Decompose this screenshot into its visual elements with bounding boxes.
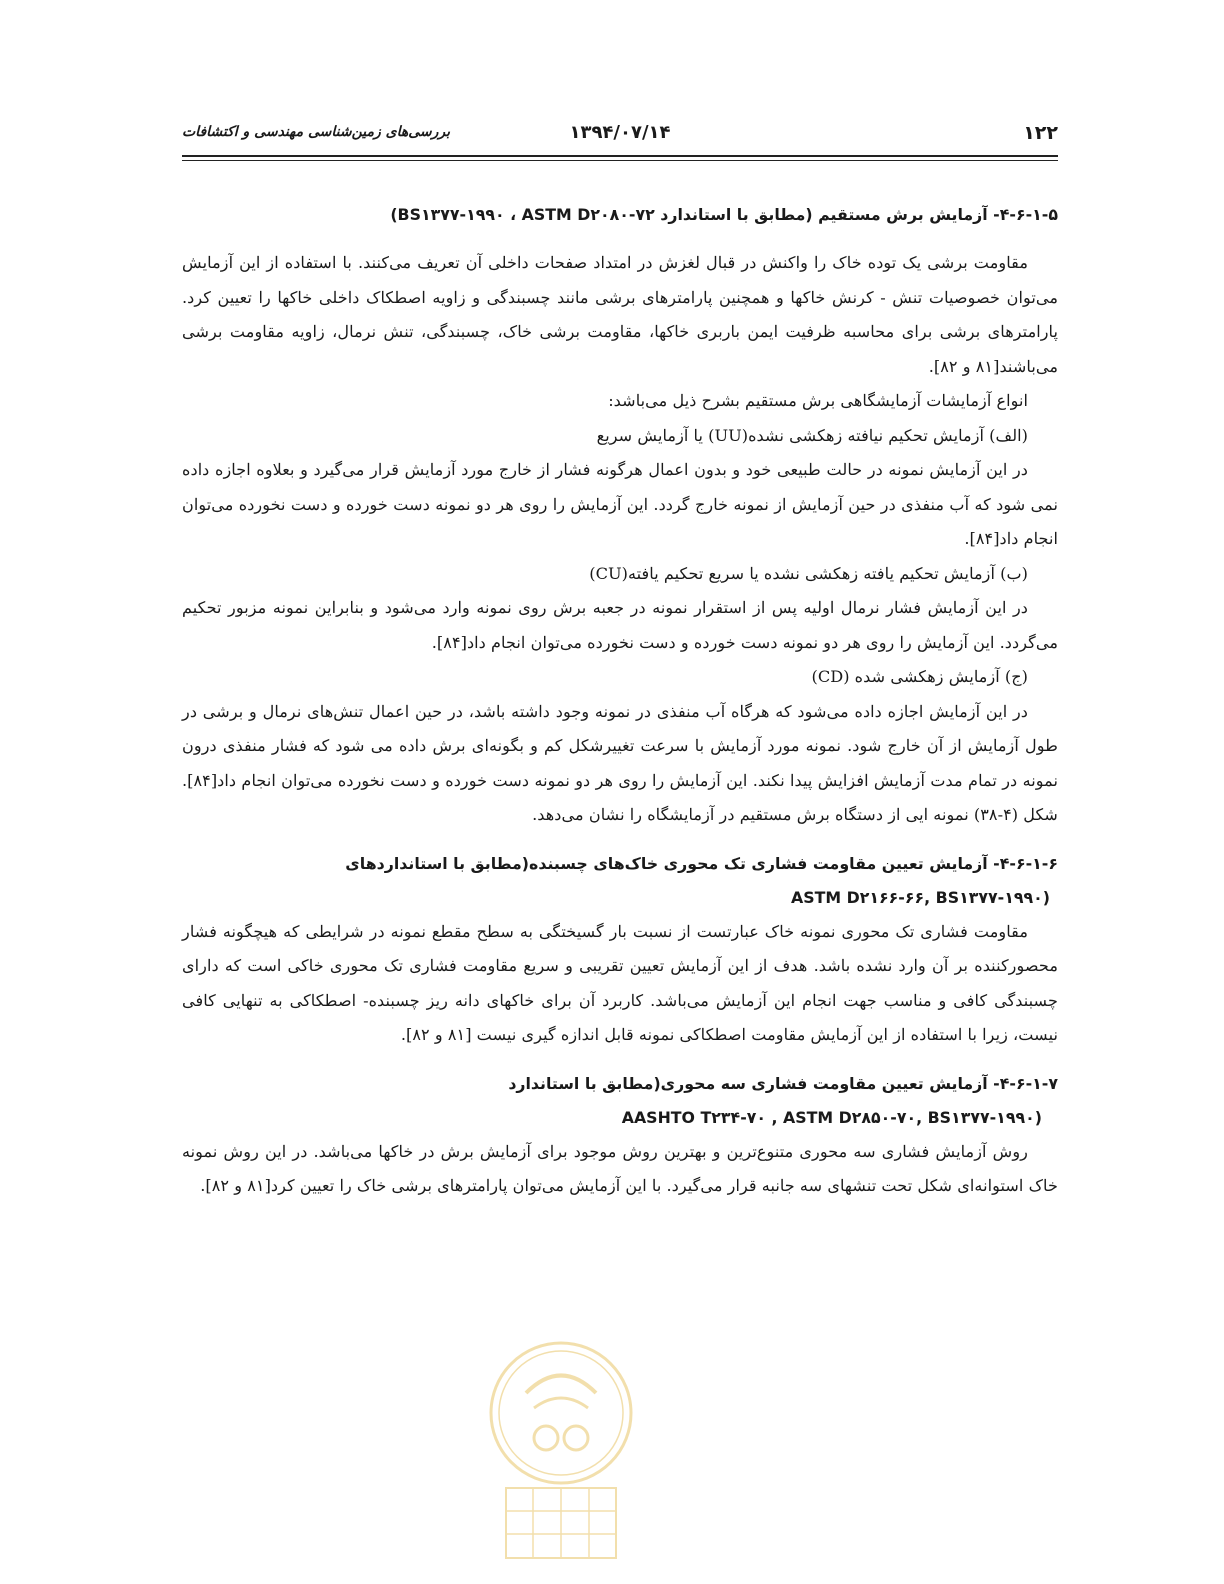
issue-date: ۱۳۹۴/۰۷/۱۴	[569, 122, 671, 143]
gear-icon	[534, 1426, 558, 1450]
watermark-logo	[486, 1338, 636, 1584]
list-item: (ب) آزمایش تحکیم یافته زهکشی نشده یا سریع تحکیم یافته(CU)	[589, 563, 1028, 583]
journal-title: بررسی‌های زمین‌شناسی مهندسی و اکتشافات	[182, 124, 451, 140]
paragraph: در این آزمایش فشار نرمال اولیه پس از استقرار نمونه در جعبه برش روی نمونه وارد می‌شود و بنابراین نمونه مزبور تحکیم می‌گردد. این آزمایش را روی هر دو نمونه دست خورده و دست نخورده می‌توان انجام داد[۸۴].	[182, 598, 1058, 652]
paragraph: در این آزمایش نمونه در حالت طبیعی خود و بدون اعمال هرگونه فشار از خارج مورد آزمایش قرار می‌گیرد و بعلاوه اجازه داده نمی شود که آب منفذی در حین آزمایش از نمونه خارج گردد. این آزمایش را روی هر دو نمونه دست خورده و دست نخورده می‌توان انجام داد[۸۴].	[182, 460, 1058, 548]
heading-line: (ASTM D۲۱۶۶-۶۶, BS۱۳۷۷-۱۹۹۰	[791, 887, 1050, 907]
paragraph: مقاومت برشی یک توده خاک را واکنش در قبال لغزش در امتداد صفحات داخلی آن تعریف می‌کنند. با استفاده از این آزمایش می‌توان خصوصیات تنش - کرنش خاکها و همچنین پارامترهای برشی مانند چسبندگی و زاویه اصطکاک داخلی خاکها را تعیین کرد. پارامترهای برشی برای محاسبه ظرفیت ایمن باربری خاکها، مقاومت برشی خاک، چسبندگی، تنش نرمال، زاویه مقاومت برشی می‌باشند[۸۱ و ۸۲].	[182, 253, 1058, 376]
paragraph: مقاومت فشاری تک محوری نمونه خاک عبارتست از نسبت بار گسیختگی به سطح مقطع نمونه در شرایطی که هیچگونه فشار محصورکننده بر آن وارد نشده باشد. هدف از این آزمایش تعیین تقریبی و سریع مقاومت فشاری تک محوری خاکی است که دارای چسبندگی کافی و مناسب جهت انجام این آزمایش می‌باشد. کاربرد آن برای خاکهای دانه ریز چسبنده- اصطکاکی به تنهایی کافی نیست، زیرا با استفاده از این آزمایش مقاومت اصطکاکی نمونه قابل اندازه گیری نیست [۸۱ و ۸۲].	[182, 921, 1058, 1044]
logo-script	[526, 1376, 596, 1394]
paragraph: در این آزمایش اجازه داده می‌شود که هرگاه آب منفذی در نمونه وجود داشته باشد، در حین اعمال تنش‌های نرمال و برشی در طول آزمایش از آن خارج شود. نمونه مورد آزمایش با سرعت تغییرشکل کم و بگونه‌ای برش داده می شود که فشار منفذی درون نمونه در تمام مدت آزمایش افزایش پیدا نکند. این آزمایش را روی هر دو نمونه دست خورده و دست نخورده می‌توان انجام داد[۸۴]. شکل (۴-۳۸) نمونه ایی از دستگاه برش مستقیم در آزمایشگاه را نشان می‌دهد.	[182, 701, 1058, 824]
logo-outer-ring	[491, 1343, 631, 1483]
page-header	[182, 118, 1058, 154]
gear-icon	[564, 1426, 588, 1450]
header-rule-thin	[182, 160, 1058, 161]
section-heading-4-6-1-6	[182, 847, 1058, 915]
heading-line: ۴-۶-۱-۷- آزمایش تعیین مقاومت فشاری سه محوری(مطابق با استاندارد	[508, 1073, 1058, 1093]
paragraph: روش آزمایش فشاری سه محوری متنوع‌ترین و بهترین روش موجود برای آزمایش برش در خاکها می‌باشد. در این روش نمونه خاک استوانه‌ای شکل تحت تنشهای سه جانبه قرار می‌گیرد. با این آزمایش می‌توان پارامترهای برشی خاک را تعیین کرد[۸۱ و ۸۲].	[182, 1141, 1058, 1195]
section-heading-4-6-1-5: ۴-۶-۱-۵- آزمایش برش مستقیم (مطابق با استاندارد BS۱۳۷۷-۱۹۹۰ ، ASTM D۲۰۸۰-۷۲)	[390, 205, 1058, 224]
list-item: (الف) آزمایش تحکیم نیافته زهکشی نشده(UU) یا آزمایش سریع	[596, 425, 1028, 445]
body-text	[182, 198, 1058, 1204]
heading-line: (AASHTO T۲۳۴-۷۰ , ASTM D۲۸۵۰-۷۰, BS۱۳۷۷-۱۹۹۰	[621, 1107, 1042, 1127]
logo-script	[534, 1398, 588, 1408]
list-item: (ج) آزمایش زهکشی شده (CD)	[811, 667, 1028, 686]
logo-inner-ring	[499, 1351, 623, 1475]
section-heading-4-6-1-7	[182, 1067, 1058, 1135]
paragraph: انواع آزمایشات آزمایشگاهی برش مستقیم بشرح ذیل می‌باشد:	[608, 391, 1028, 410]
header-rule	[182, 155, 1058, 157]
heading-line: ۴-۶-۱-۶- آزمایش تعیین مقاومت فشاری تک محوری خاک‌های چسبنده(مطابق با استانداردهای	[345, 853, 1058, 873]
page-number: ۱۲۲	[1023, 122, 1058, 144]
